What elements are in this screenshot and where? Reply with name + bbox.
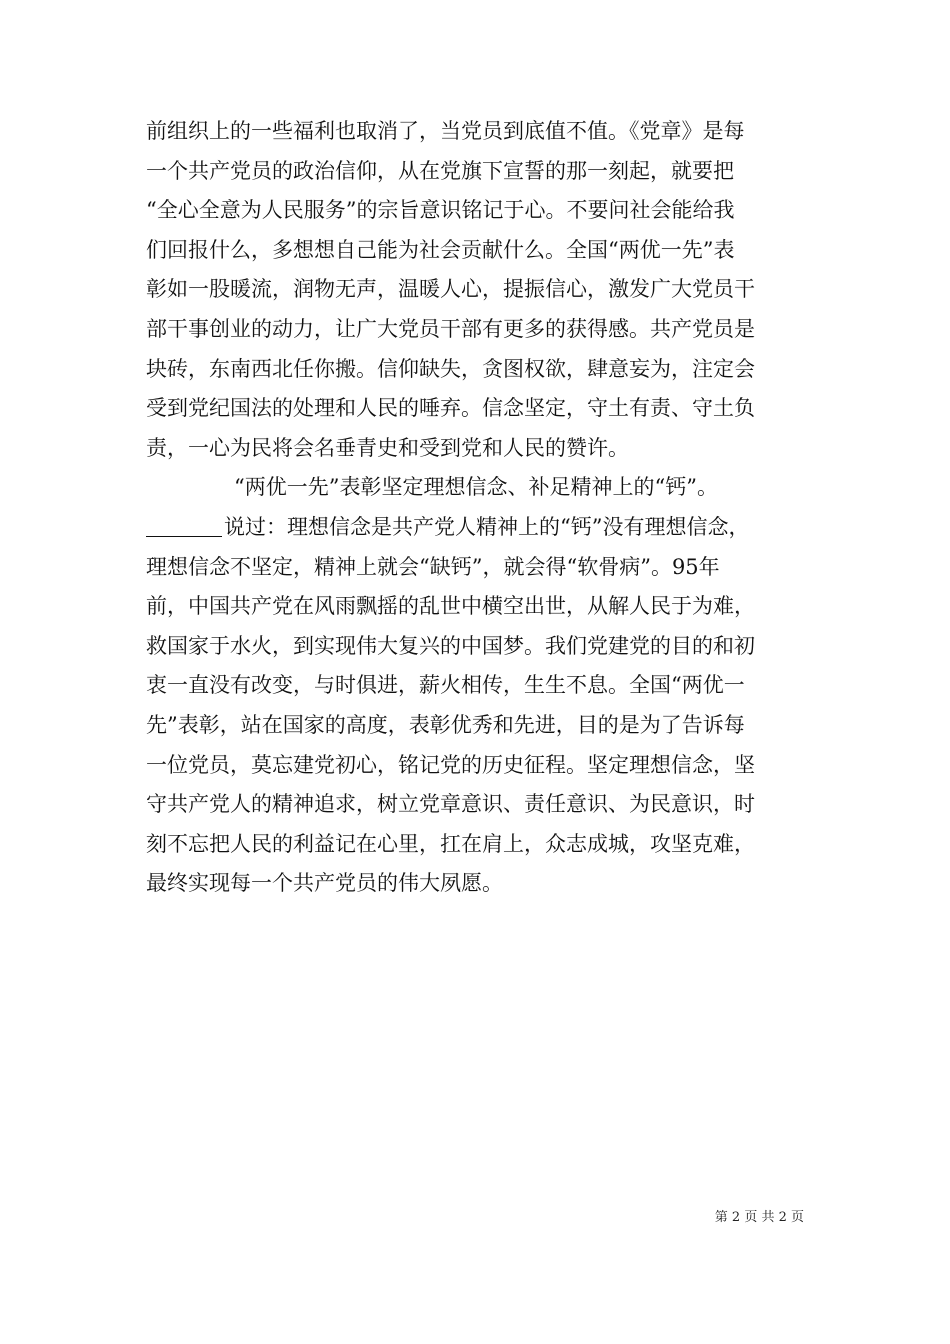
text-line: 一位党员，莫忘建党初心，铭记党的历史征程。坚定理想信念，坚 (146, 752, 755, 777)
section-heading: “两优一先”表彰坚定理想信念、补足精神上的“钙”。 (234, 475, 718, 500)
text-line: 一个共产党员的政治信仰，从在党旗下宣誓的那一刻起，就要把 (146, 158, 734, 183)
text-line: 们回报什么，多想想自己能为社会贡献什么。全国“两优一先”表 (146, 237, 735, 262)
text-line: 彰如一股暖流，润物无声，温暖人心，提振信心，激发广大党员干 (146, 277, 755, 302)
text-line-with-blank (146, 508, 806, 548)
fill-in-blank (146, 512, 222, 537)
text-line: “全心全意为人民服务”的宗旨意识铭记于心。不要问社会能给我 (146, 198, 735, 223)
text-line: 责，一心为民将会名垂青史和受到党和人民的赞许。 (146, 435, 629, 460)
text-line: 受到党纪国法的处理和人民的唾弃。信念坚定，守土有责、守土负 (146, 396, 755, 421)
text-line: 先”表彰，站在国家的高度，表彰优秀和先进，目的是为了告诉每 (146, 712, 745, 737)
text-line: 理想信念不坚定，精神上就会“缺钙”，就会得“软骨病”。95年 (146, 554, 720, 579)
text-line: 守共产党人的精神追求，树立党章意识、责任意识、为民意识，时 (146, 792, 755, 817)
text-line: 衷一直没有改变，与时俱进，薪火相传，生生不息。全国“两优一 (146, 673, 745, 698)
text-line: 最终实现每一个共产党员的伟大夙愿。 (146, 871, 503, 896)
text-line-rest: 说过：理想信念是共产党人精神上的“钙”没有理想信念， (224, 514, 750, 539)
text-line: 部干事创业的动力，让广大党员干部有更多的获得感。共产党员是 (146, 316, 755, 341)
text-line: 前，中国共产党在风雨飘摇的乱世中横空出世，从解人民于为难， (146, 594, 755, 619)
text-line: 刻不忘把人民的利益记在心里，扛在肩上，众志成城，攻坚克难， (146, 831, 755, 856)
page-number: 第 2 页 共 2 页 (714, 1210, 804, 1225)
text-line: 块砖，东南西北任你搬。信仰缺失，贪图权欲，肆意妄为，注定会 (146, 356, 755, 381)
document-body (146, 112, 806, 904)
text-line: 前组织上的一些福利也取消了，当党员到底值不值。《党章》是每 (146, 119, 745, 143)
text-line: 救国家于水火，到实现伟大复兴的中国梦。我们党建党的目的和初 (146, 633, 755, 658)
